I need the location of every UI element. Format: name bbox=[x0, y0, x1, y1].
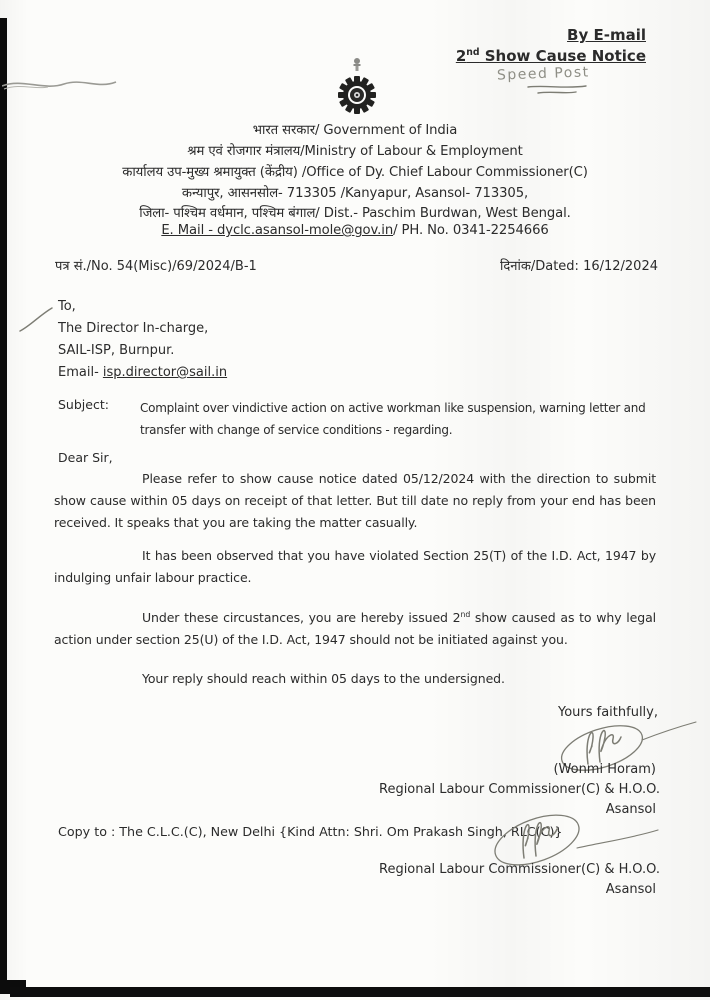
closing: Yours faithfully, bbox=[557, 705, 658, 720]
body-paragraph-2: It has been observed that you have violated Section 25(T) of the I.D. Act, 1947 by indulging unfair labour practice. bbox=[54, 548, 656, 585]
copy-signer-designation: Regional Labour Commissioner(C) & H.O.O. bbox=[379, 862, 660, 877]
india-govt-gear-emblem bbox=[330, 56, 384, 122]
letterhead-line-address2: जिला- पश्चिम वर्धमान, पश्चिम बंगाल/ Dist.- Paschim Burdwan, West Bengal. bbox=[139, 206, 571, 221]
reference-row bbox=[55, 256, 658, 274]
addressee-name: The Director In-charge, bbox=[58, 321, 209, 336]
subject-line2: transfer with change of service conditions - regarding. bbox=[140, 423, 453, 437]
body-paragraph-1: Please refer to show cause notice dated 05/12/2024 with the direction to submit show cause within 05 days on receipt of that letter. But till date no reply from your end has been received. It speaks that you are taking the matter casually. bbox=[54, 471, 656, 530]
body-paragraph-3 bbox=[54, 604, 656, 651]
handwritten-signature-2 bbox=[482, 806, 662, 868]
notice-sup: nd bbox=[466, 47, 480, 58]
addressee-org: SAIL-ISP, Burnpur. bbox=[58, 343, 175, 358]
addressee-email: isp.director@sail.in bbox=[102, 365, 228, 380]
letterhead-line-govt: भारत सरकार/ Government of India bbox=[252, 123, 458, 138]
addressee-email-label: Email- bbox=[58, 365, 103, 380]
notice-post: Show Cause Notice bbox=[479, 47, 646, 65]
show-cause-notice-heading bbox=[456, 47, 646, 65]
copy-signer-place: Asansol bbox=[605, 882, 656, 897]
para3-post: show caused as to why legal action under section 25(U) of the I.D. Act, 1947 should not be initiated against you. bbox=[54, 610, 656, 648]
para3-sup: nd bbox=[460, 610, 471, 619]
subject-text bbox=[140, 397, 645, 441]
speed-post-handwriting: Speed Post bbox=[497, 64, 591, 84]
notice-pre: 2 bbox=[455, 47, 467, 65]
letter-number: पत्र सं./No. 54(Misc)/69/2024/B-1 bbox=[55, 259, 257, 274]
subject-label: Subject: bbox=[58, 397, 109, 412]
salutation: Dear Sir, bbox=[58, 450, 113, 465]
handwritten-tick-icon bbox=[18, 305, 56, 333]
signer-place: Asansol bbox=[605, 802, 656, 817]
copy-to-line: Copy to : The C.L.C.(C), New Delhi {Kind Attn: Shri. Om Prakash Singh, RLC(C)} bbox=[58, 824, 563, 839]
office-phone: / PH. No. 0341-2254666 bbox=[393, 223, 549, 238]
body-paragraph-4: Your reply should reach within 05 days to the undersigned. bbox=[142, 671, 505, 686]
scan-edge-bottom bbox=[10, 987, 710, 997]
addressee-to: To, bbox=[58, 299, 76, 314]
para3-pre: Under these circustances, you are hereby issued 2 bbox=[142, 610, 461, 626]
subject-line1: Complaint over vindictive action on active workman like suspension, warning letter and bbox=[140, 401, 646, 415]
letterhead-line-address1: कन्यापुर, आसनसोल- 713305 /Kanyapur, Asansol- 713305, bbox=[181, 186, 529, 201]
addressee-block bbox=[58, 296, 227, 384]
by-email-label: By E-mail bbox=[567, 26, 646, 44]
letter-date: दिनांक/Dated: 16/12/2024 bbox=[500, 259, 658, 274]
letterhead-line-office: कार्यालय उप-मुख्य श्रमायुक्त (केंद्रीय) /Office of Dy. Chief Labour Commissioner(C) bbox=[122, 165, 588, 180]
signer-name: (Wonmi Horam) bbox=[553, 762, 656, 777]
letterhead-line-contact bbox=[0, 223, 710, 238]
speed-post-underline bbox=[522, 84, 592, 96]
scan-scratch-mark bbox=[2, 70, 122, 100]
addressee-email-line bbox=[58, 362, 227, 384]
office-email: E. Mail - dyclc.asansol-mole@gov.in bbox=[161, 223, 394, 238]
letterhead-line-ministry: श्रम एवं रोजगार मंत्रालय/Ministry of Labour & Employment bbox=[187, 144, 523, 159]
signer-designation: Regional Labour Commissioner(C) & H.O.O. bbox=[379, 782, 660, 797]
